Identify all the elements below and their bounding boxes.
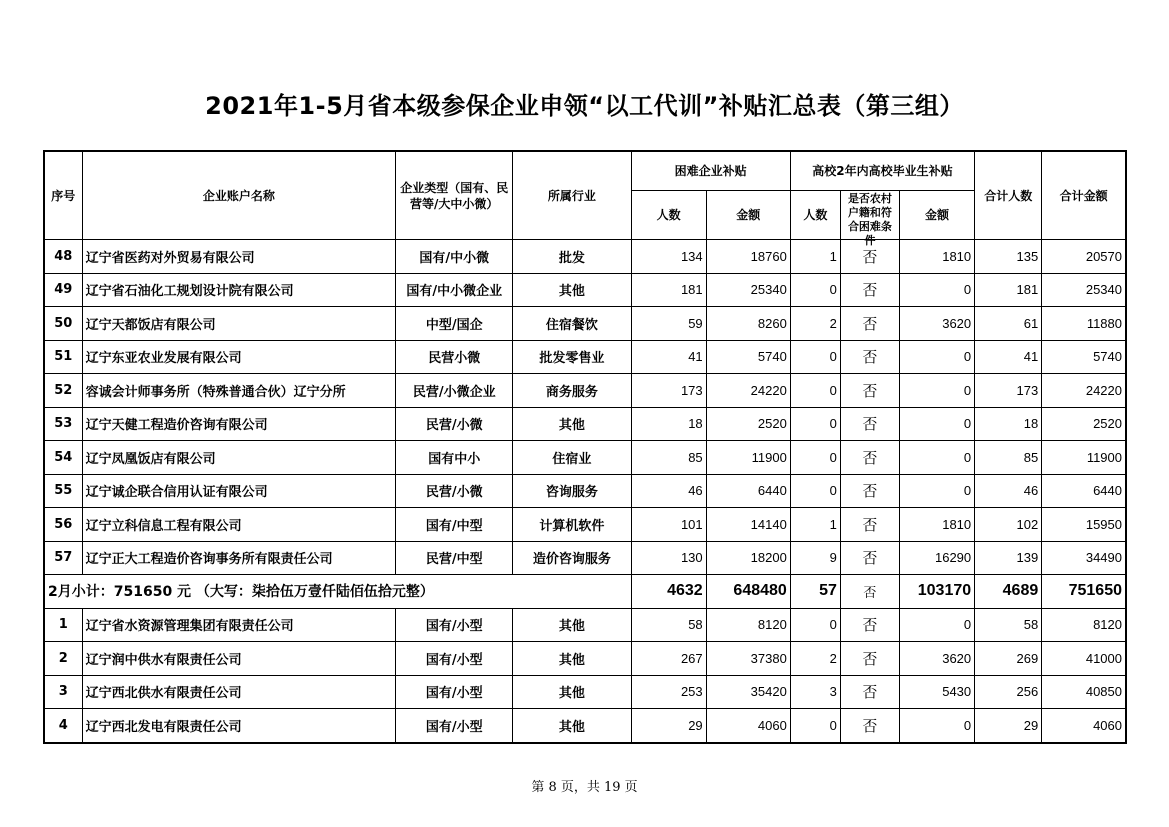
row-company-name: 辽宁润中供水有限责任公司 [82,642,396,676]
row-grad-amount: 1810 [899,240,974,274]
row-company-type: 民营小微 [396,340,513,374]
row-seq: 55 [44,474,82,508]
row-amount: 5740 [706,340,790,374]
row-people: 18 [631,407,706,441]
row-total-people: 41 [975,340,1042,374]
header-grad-people: 人数 [790,191,840,240]
table-row [44,675,1126,709]
row-grad-people: 2 [790,642,840,676]
row-grad-people: 0 [790,441,840,475]
row-grad-flag: 否 [840,273,899,307]
row-company-name: 辽宁诚企联合信用认证有限公司 [82,474,396,508]
row-company-name: 辽宁立科信息工程有限公司 [82,508,396,542]
row-total-people: 29 [975,709,1042,743]
row-amount: 35420 [706,675,790,709]
row-grad-people: 0 [790,474,840,508]
row-grad-amount: 16290 [899,541,974,575]
table-row [44,474,1126,508]
row-grad-amount: 3620 [899,642,974,676]
row-grad-amount: 5430 [899,675,974,709]
row-grad-flag: 否 [840,675,899,709]
subtotal-grad-flag: 否 [840,575,899,609]
row-company-name: 辽宁省医药对外贸易有限公司 [82,240,396,274]
row-grad-amount: 0 [899,608,974,642]
row-seq: 48 [44,240,82,274]
row-grad-people: 3 [790,675,840,709]
row-total-people: 102 [975,508,1042,542]
row-company-type: 国有/中型 [396,508,513,542]
row-amount: 2520 [706,407,790,441]
row-company-name: 容诚会计师事务所（特殊普通合伙）辽宁分所 [82,374,396,408]
row-company-type: 国有/小型 [396,642,513,676]
table-row [44,642,1126,676]
row-company-name: 辽宁省水资源管理集团有限责任公司 [82,608,396,642]
subtotal-amount: 648480 [706,575,790,609]
row-total-amount: 8120 [1042,608,1126,642]
row-total-amount: 4060 [1042,709,1126,743]
page-footer: 第 8 页，共 19 页 [531,780,638,795]
row-total-people: 139 [975,541,1042,575]
row-total-amount: 11880 [1042,307,1126,341]
table-row [44,374,1126,408]
row-grad-people: 0 [790,374,840,408]
rows-group-a [44,240,1126,575]
subtotal-label: 2月小计：751650 元 （大写：柒拾伍万壹仟陆佰伍拾元整） [44,575,631,609]
row-people: 253 [631,675,706,709]
row-grad-flag: 否 [840,441,899,475]
subtotal-people: 4632 [631,575,706,609]
row-total-amount: 25340 [1042,273,1126,307]
row-grad-amount: 0 [899,374,974,408]
header-name: 企业账户名称 [82,151,396,240]
row-industry: 计算机软件 [513,508,631,542]
row-industry: 其他 [513,642,631,676]
row-people: 267 [631,642,706,676]
table-row [44,709,1126,743]
row-grad-amount: 0 [899,340,974,374]
row-people: 29 [631,709,706,743]
row-total-amount: 15950 [1042,508,1126,542]
table-row [44,508,1126,542]
row-grad-amount: 1810 [899,508,974,542]
row-grad-people: 0 [790,407,840,441]
row-industry: 商务服务 [513,374,631,408]
row-people: 46 [631,474,706,508]
table-row [44,441,1126,475]
row-grad-people: 0 [790,340,840,374]
header-type: 企业类型（国有、民营等/大中小微） [396,151,513,240]
header-grad-flag-text: 是否农村户籍和符合困难条件 [847,192,892,247]
row-grad-flag: 否 [840,307,899,341]
row-grad-flag: 否 [840,541,899,575]
row-grad-people: 2 [790,307,840,341]
row-total-people: 61 [975,307,1042,341]
row-people: 134 [631,240,706,274]
row-total-amount: 24220 [1042,374,1126,408]
row-grad-amount: 0 [899,709,974,743]
row-company-type: 国有/中小微 [396,240,513,274]
row-people: 130 [631,541,706,575]
row-amount: 4060 [706,709,790,743]
row-company-type: 民营/小微 [396,407,513,441]
header-hardship-group: 困难企业补贴 [631,151,790,191]
row-total-amount: 6440 [1042,474,1126,508]
row-amount: 11900 [706,441,790,475]
row-grad-flag: 否 [840,240,899,274]
row-grad-amount: 0 [899,474,974,508]
row-grad-flag: 否 [840,474,899,508]
table-row [44,273,1126,307]
row-industry: 批发 [513,240,631,274]
row-seq: 53 [44,407,82,441]
header-people: 人数 [631,191,706,240]
row-company-type: 中型/国企 [396,307,513,341]
row-amount: 8260 [706,307,790,341]
row-company-type: 民营/小微 [396,474,513,508]
row-amount: 18200 [706,541,790,575]
row-grad-people: 0 [790,709,840,743]
row-total-amount: 40850 [1042,675,1126,709]
row-amount: 8120 [706,608,790,642]
row-industry: 咨询服务 [513,474,631,508]
row-amount: 25340 [706,273,790,307]
row-total-amount: 41000 [1042,642,1126,676]
row-grad-amount: 3620 [899,307,974,341]
rows-group-b [44,608,1126,743]
row-industry: 其他 [513,407,631,441]
row-total-amount: 34490 [1042,541,1126,575]
row-company-name: 辽宁凤凰饭店有限公司 [82,441,396,475]
row-company-type: 国有/中小微企业 [396,273,513,307]
row-company-name: 辽宁西北发电有限责任公司 [82,709,396,743]
row-industry: 住宿业 [513,441,631,475]
table-row [44,608,1126,642]
row-amount: 37380 [706,642,790,676]
row-total-amount: 5740 [1042,340,1126,374]
subtotal-grad-people: 57 [790,575,840,609]
subtotal-group [44,575,1126,609]
row-people: 85 [631,441,706,475]
row-total-people: 58 [975,608,1042,642]
row-people: 58 [631,608,706,642]
row-company-name: 辽宁西北供水有限责任公司 [82,675,396,709]
row-company-name: 辽宁正大工程造价咨询事务所有限责任公司 [82,541,396,575]
row-industry: 其他 [513,675,631,709]
row-company-name: 辽宁天都饭店有限公司 [82,307,396,341]
row-seq: 56 [44,508,82,542]
row-grad-flag: 否 [840,709,899,743]
row-total-people: 181 [975,273,1042,307]
row-company-type: 国有/小型 [396,608,513,642]
row-grad-flag: 否 [840,374,899,408]
row-seq: 54 [44,441,82,475]
page-title: 2021年1-5月省本级参保企业申领“以工代训”补贴汇总表（第三组） [205,92,964,120]
row-grad-flag: 否 [840,642,899,676]
row-total-people: 135 [975,240,1042,274]
table-row [44,240,1126,274]
row-total-people: 256 [975,675,1042,709]
subtotal-total-people: 4689 [975,575,1042,609]
row-industry: 其他 [513,273,631,307]
row-total-people: 269 [975,642,1042,676]
row-amount: 18760 [706,240,790,274]
header-seq: 序号 [44,151,82,240]
row-people: 41 [631,340,706,374]
row-industry: 其他 [513,709,631,743]
row-total-people: 18 [975,407,1042,441]
header-grad-amount: 金额 [899,191,974,240]
row-people: 101 [631,508,706,542]
row-seq: 2 [44,642,82,676]
subsidy-table [43,150,1127,744]
row-company-type: 国有中小 [396,441,513,475]
row-grad-flag: 否 [840,508,899,542]
row-grad-flag: 否 [840,340,899,374]
row-grad-people: 9 [790,541,840,575]
row-company-name: 辽宁东亚农业发展有限公司 [82,340,396,374]
row-amount: 6440 [706,474,790,508]
row-industry: 其他 [513,608,631,642]
row-total-amount: 2520 [1042,407,1126,441]
row-company-type: 国有/小型 [396,675,513,709]
row-grad-people: 1 [790,240,840,274]
row-seq: 1 [44,608,82,642]
header-amount: 金额 [706,191,790,240]
header-row-1 [44,151,1126,191]
row-company-name: 辽宁天健工程造价咨询有限公司 [82,407,396,441]
row-total-people: 173 [975,374,1042,408]
row-amount: 24220 [706,374,790,408]
row-seq: 50 [44,307,82,341]
subtotal-total-amount: 751650 [1042,575,1126,609]
row-seq: 4 [44,709,82,743]
row-company-name: 辽宁省石油化工规划设计院有限公司 [82,273,396,307]
row-industry: 批发零售业 [513,340,631,374]
header-grad-flag [840,191,899,247]
row-people: 173 [631,374,706,408]
row-company-type: 民营/小微企业 [396,374,513,408]
header-industry: 所属行业 [513,151,631,240]
table-row [44,307,1126,341]
row-total-people: 46 [975,474,1042,508]
row-grad-flag: 否 [840,608,899,642]
row-company-type: 国有/小型 [396,709,513,743]
row-seq: 3 [44,675,82,709]
row-grad-people: 0 [790,273,840,307]
row-total-amount: 11900 [1042,441,1126,475]
row-grad-amount: 0 [899,441,974,475]
row-grad-amount: 0 [899,273,974,307]
row-seq: 52 [44,374,82,408]
row-people: 59 [631,307,706,341]
row-seq: 49 [44,273,82,307]
table-row [44,340,1126,374]
row-company-type: 民营/中型 [396,541,513,575]
row-seq: 57 [44,541,82,575]
table-row [44,541,1126,575]
row-total-amount: 20570 [1042,240,1126,274]
row-grad-flag: 否 [840,407,899,441]
row-seq: 51 [44,340,82,374]
header-total-people: 合计人数 [975,151,1042,240]
row-industry: 造价咨询服务 [513,541,631,575]
row-grad-people: 1 [790,508,840,542]
row-people: 181 [631,273,706,307]
table-row [44,407,1126,441]
row-grad-amount: 0 [899,407,974,441]
row-total-people: 85 [975,441,1042,475]
row-grad-people: 0 [790,608,840,642]
header-total-amount: 合计金额 [1042,151,1126,240]
subtotal-grad-amount: 103170 [899,575,974,609]
subtotal-row [44,575,1126,609]
header-grad-group: 高校2年内高校毕业生补贴 [790,151,974,191]
row-amount: 14140 [706,508,790,542]
row-industry: 住宿餐饮 [513,307,631,341]
